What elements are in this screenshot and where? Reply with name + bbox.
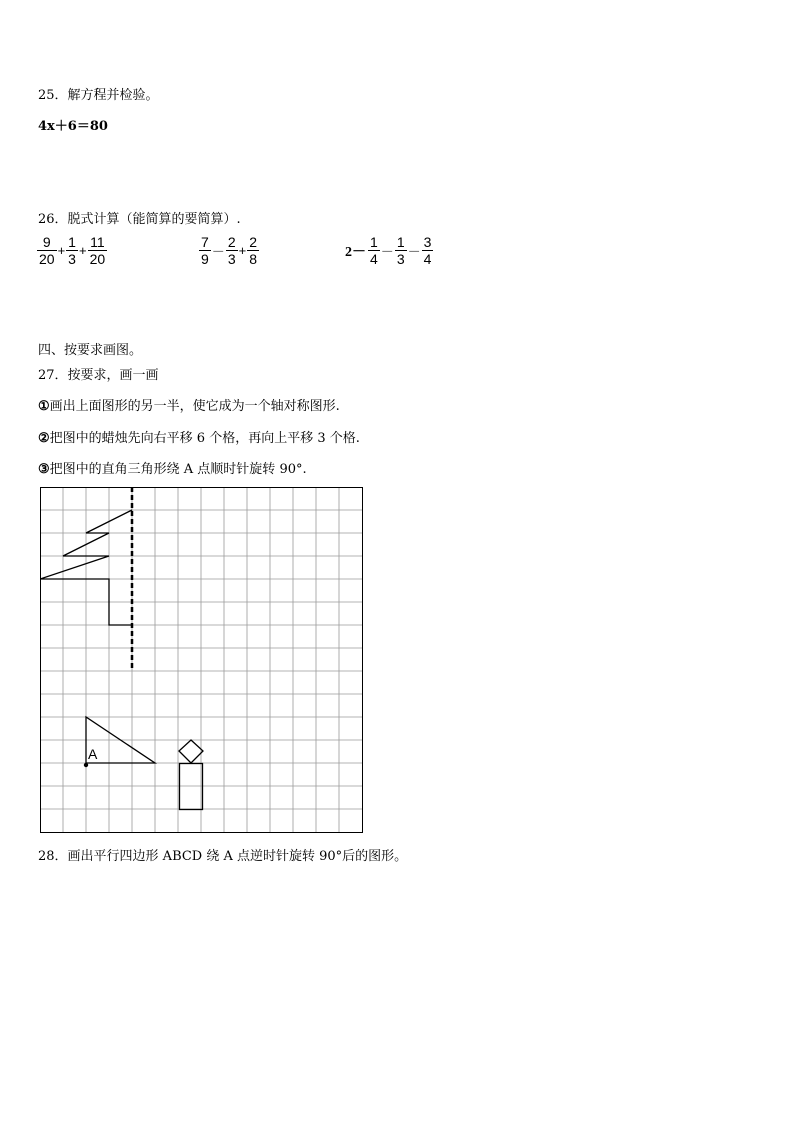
item-text-3: 把图中的直角三角形绕 A 点顺时针旋转 90°. (49, 462, 307, 477)
q27-title: 27．按要求，画一画 (38, 368, 159, 383)
operator: + (78, 243, 87, 259)
point-a (84, 763, 88, 767)
point-a-label: A (88, 746, 98, 762)
candle-flame (179, 740, 203, 763)
section-4-title: 四、按要求画图。 (38, 343, 143, 358)
fraction (368, 234, 380, 267)
operator: + (238, 243, 247, 259)
operator: + (57, 243, 66, 259)
denominator: 20 (39, 251, 55, 268)
fraction (37, 234, 57, 267)
numerator: 3 (423, 234, 432, 250)
numerator: 1 (396, 234, 405, 250)
q26-expression-2 (199, 234, 259, 267)
q27-item-1 (38, 395, 340, 414)
fraction (88, 234, 108, 267)
denominator: 3 (227, 251, 236, 268)
numerator: 11 (90, 234, 105, 250)
numerator: 1 (68, 234, 76, 250)
item-text-2: 把图中的蜡烛先向右平移 6 个格，再向上平移 3 个格. (49, 431, 360, 446)
numerator: 2 (249, 234, 257, 250)
leading-term: 2－ (345, 244, 366, 260)
operator: － (407, 244, 421, 260)
fraction (395, 234, 407, 267)
grid-lines (40, 487, 362, 832)
denominator: 9 (201, 251, 209, 268)
numerator: 9 (42, 234, 51, 250)
q25-equation: 4x＋6＝80 (38, 119, 108, 134)
q25-title: 25．解方程并检验。 (38, 88, 159, 103)
item-marker-2: ② (38, 431, 50, 446)
q26-title: 26．脱式计算（能简算的要简算）. (38, 212, 241, 227)
item-marker-3: ③ (38, 462, 50, 477)
item-marker-1: ① (38, 399, 50, 414)
fraction (66, 234, 78, 267)
denominator: 8 (249, 251, 257, 268)
q28-title: 28．画出平行四边形 ABCD 绕 A 点逆时针旋转 90°后的图形。 (38, 849, 408, 864)
denominator: 3 (68, 251, 76, 268)
grid-border (41, 488, 363, 833)
denominator: 4 (370, 251, 378, 268)
operator: － (380, 244, 394, 260)
q26-expression-3 (345, 234, 433, 267)
denominator: 4 (423, 251, 432, 268)
candle-body (180, 764, 203, 810)
denominator: 20 (89, 251, 106, 268)
numerator: 7 (201, 234, 209, 250)
drawing-grid[interactable] (40, 487, 366, 833)
q27-item-2 (38, 427, 360, 446)
fraction (422, 234, 434, 267)
fraction (199, 234, 211, 267)
fraction (247, 234, 259, 267)
q26-expression-1 (37, 234, 107, 267)
denominator: 3 (396, 251, 405, 268)
numerator: 1 (370, 234, 378, 250)
fraction (226, 234, 238, 267)
operator: － (211, 244, 225, 260)
q27-item-3 (38, 458, 307, 477)
numerator: 2 (227, 234, 236, 250)
item-text-1: 画出上面图形的另一半，使它成为一个轴对称图形. (49, 399, 340, 414)
